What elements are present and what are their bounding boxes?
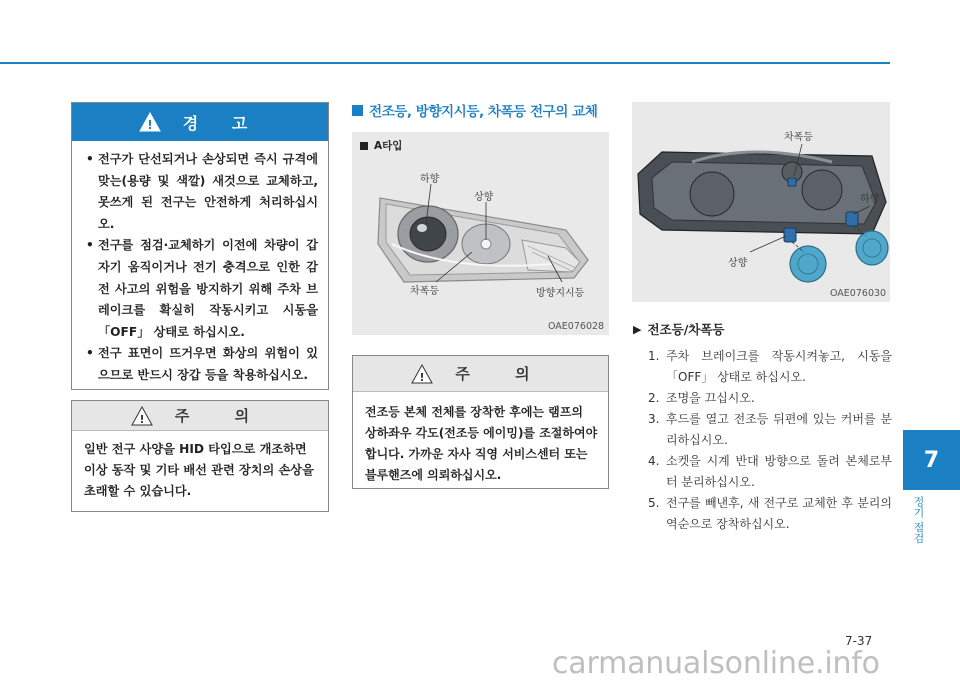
label-turn-signal: 방향지시등 xyxy=(536,288,585,299)
page-number: 7-37 xyxy=(845,634,873,648)
section-title: 전조등, 방향지시등, 차폭등 전구의 교체 xyxy=(369,104,598,120)
warning-item: • 전구가 단선되거나 손상되면 즉시 규격에 맞는(용량 및 색깔) 새것으로 교체하고, 못쓰게 된 전구는 안전하게 처리하십시오. xyxy=(84,149,318,235)
svg-text:!: ! xyxy=(419,370,425,384)
label-low-beam: 하향 xyxy=(420,174,440,185)
warning-item: • 전구를 점검·교체하기 이전에 차량이 갑자기 움직이거나 전기 충격으로 인한 감전 사고의 위험을 방지하기 위해 주차 브레이크를 확실히 작동시키고 시동을 「OFF」 상태로 하십시오. xyxy=(84,235,318,343)
step-text: 소켓을 시계 반대 방향으로 돌려 본체로부터 분리하십시오. xyxy=(666,454,892,489)
section-heading xyxy=(352,100,597,120)
step-text: 전구를 빼낸후, 새 전구로 교체한 후 분리의 역순으로 장착하십시오. xyxy=(666,496,892,531)
figure-a-headlamp xyxy=(352,132,609,335)
step-number: 2. xyxy=(648,391,660,405)
step-number: 3. xyxy=(648,412,660,426)
square-bullet-icon xyxy=(360,142,368,150)
caution-text: 일반 전구 사양을 HID 타입으로 개조하면 이상 동작 및 기타 배선 관련 장치의 손상을 초래할 수 있습니다. xyxy=(84,442,314,498)
svg-text:!: ! xyxy=(139,412,145,426)
figure-code: OAE076030 xyxy=(830,288,887,299)
chapter-label: 정기 점검 xyxy=(912,496,925,544)
watermark: carmanualsonline.info xyxy=(552,646,880,681)
top-rule xyxy=(0,62,890,64)
procedure-step xyxy=(648,409,892,451)
procedure-heading xyxy=(633,320,725,338)
headlamp-illustration xyxy=(352,132,609,335)
caution-text: 전조등 본체 전체를 장착한 후에는 램프의 상하좌우 각도(전조등 에이밍)를 조절하여야 합니다. 가까운 자사 직영 서비스센터 또는 블루핸즈에 의뢰하십시오. xyxy=(365,405,598,482)
label-high-beam: 상향 xyxy=(474,192,494,203)
chapter-tab[interactable]: 7 xyxy=(903,430,960,490)
warning-header xyxy=(72,103,328,141)
step-text: 조명을 끄십시오. xyxy=(666,391,755,405)
procedure-step xyxy=(648,451,892,493)
procedure-step xyxy=(648,388,892,409)
warning-title: 경 고 xyxy=(182,113,262,133)
caution-header xyxy=(72,401,328,431)
label-low-beam: 하향 xyxy=(860,194,880,205)
step-number: 5. xyxy=(648,496,660,510)
step-number: 4. xyxy=(648,454,660,468)
play-arrow-icon: ▶ xyxy=(633,322,642,336)
step-number: 1. xyxy=(648,349,660,363)
caution-box-middle xyxy=(352,355,609,489)
step-text: 후드를 열고 전조등 뒤편에 있는 커버를 분리하십시오. xyxy=(666,412,892,447)
warning-box xyxy=(71,102,329,390)
figure-code: OAE076028 xyxy=(548,321,605,332)
label-position-lamp: 차폭등 xyxy=(410,286,439,297)
caution-triangle-icon xyxy=(131,406,153,426)
section-square-icon xyxy=(352,105,363,116)
procedure-step xyxy=(648,346,892,388)
headlamp-rear-illustration xyxy=(632,102,890,302)
type-text: A타입 xyxy=(374,140,403,152)
figure-type-label xyxy=(360,138,402,153)
label-position-lamp: 차폭등 xyxy=(784,132,813,143)
warning-triangle-icon xyxy=(139,112,161,132)
step-text: 주차 브레이크를 작동시켜놓고, 시동을 「OFF」 상태로 하십시오. xyxy=(666,349,892,384)
caution-header xyxy=(353,356,608,392)
caution-title: 주 의 xyxy=(455,365,550,383)
figure-b-headlamp-rear xyxy=(632,102,890,302)
warning-item: • 전구 표면이 뜨거우면 화상의 위험이 있으므로 반드시 장갑 등을 착용하십시오. xyxy=(84,343,318,386)
label-high-beam: 상향 xyxy=(728,258,748,269)
warning-list xyxy=(72,141,328,387)
caution-triangle-icon xyxy=(411,364,433,384)
procedure-step xyxy=(648,493,892,535)
caution-title: 주 의 xyxy=(174,407,270,425)
caution-box-left xyxy=(71,400,329,512)
procedure-title: 전조등/차폭등 xyxy=(647,322,725,337)
procedure-steps xyxy=(648,346,892,535)
svg-text:!: ! xyxy=(147,118,153,132)
